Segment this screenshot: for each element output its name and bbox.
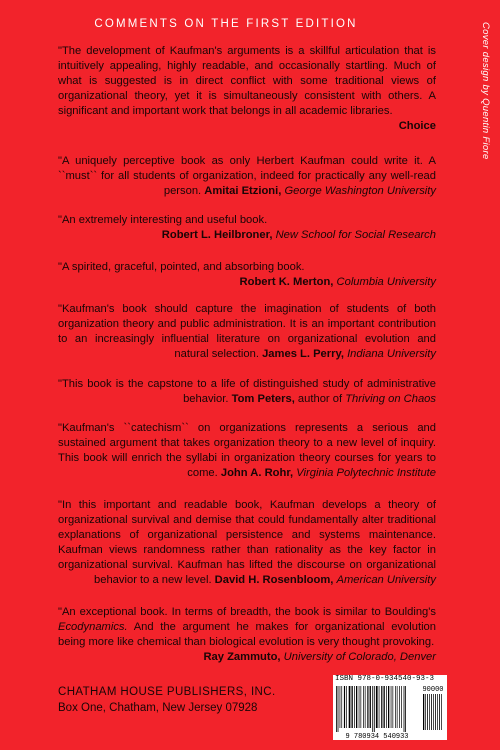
- barcode-bar: [365, 686, 366, 728]
- barcode-bar: [344, 686, 345, 728]
- quote-affiliation: Columbia University: [336, 276, 436, 288]
- barcode-bar: [386, 686, 387, 728]
- quote-block: [58, 44, 436, 134]
- quote-block: [58, 260, 436, 290]
- quote-body: "Kaufman's book should capture the imagination of students of both organization theory and public administration. It is an important contribution to an increasingly influential literature on organizational evolution and natural selection.: [58, 303, 436, 360]
- barcode-bars-addon: [423, 694, 442, 730]
- isbn-label: ISBN 978-0-934540-93-3: [333, 675, 447, 684]
- quote-text: [58, 154, 436, 199]
- quote-body: "This book is the capstone to a life of distinguished study of administrative behavior.: [58, 378, 436, 405]
- barcode-bar: [423, 694, 424, 730]
- barcode-bar: [431, 694, 432, 730]
- quote-text: [58, 377, 436, 407]
- quote-affiliation: George Washington University: [284, 185, 436, 197]
- quote-author: John A. Rohr,: [220, 467, 294, 479]
- quote-body: "In this important and readable book, Kaufman develops a theory of organizational survival and demise that could fundamentally alter traditional explanations of organizational persistence and systems maintenance. Kaufman views randomness rather than rationality as the key factor in organizational survival. Kaufman has lifted the discourse on organizational behavior to a new level.: [58, 499, 436, 586]
- barcode-bar: [341, 686, 342, 728]
- barcode-bar: [399, 686, 400, 728]
- barcode-graphic: [333, 684, 447, 740]
- quote-author: Tom Peters,: [231, 393, 295, 405]
- quote-block: [58, 377, 436, 407]
- quote-text: [58, 421, 436, 481]
- barcode-bars-main: [336, 686, 406, 732]
- quote-affiliation: New School for Social Research: [275, 229, 436, 241]
- page-heading: COMMENTS ON THE FIRST EDITION: [94, 18, 358, 30]
- barcode-bar: [395, 686, 396, 728]
- barcode-bar: [367, 686, 368, 728]
- quote-attribution: [58, 119, 436, 134]
- barcode-bar: [376, 686, 378, 728]
- barcode-bar: [429, 694, 430, 730]
- barcode-bar: [361, 686, 362, 728]
- barcode-bar: [393, 686, 394, 728]
- quote-block: [58, 213, 436, 243]
- barcode-bar: [349, 686, 351, 728]
- quote-affiliation: American University: [336, 574, 436, 586]
- quote-affiliation: Indiana University: [347, 348, 436, 360]
- quote-affiliation: University of Colorado, Denver: [283, 651, 436, 663]
- barcode-bar: [401, 686, 402, 728]
- quote-text: "The development of Kaufman's arguments is a skillful articulation that is intuitively appealing, highly readable, and occasionally startling. Much of what is suggested is in direct conflict with some traditional views of organizational theory, yet it is simultaneously consistent with others. A significant and important work that belongs in all academic libraries.: [58, 45, 436, 117]
- quote-author-prefix: author of: [297, 393, 343, 405]
- barcode-bar: [388, 686, 389, 728]
- quote-author: Amitai Etzioni,: [204, 185, 282, 197]
- quote-text: "An extremely interesting and useful book.: [58, 214, 268, 226]
- quote-block: [58, 302, 436, 362]
- barcode-bar: [359, 686, 360, 728]
- quote-text: [58, 302, 436, 362]
- barcode-bar: [338, 686, 339, 732]
- barcode-bar: [384, 686, 385, 728]
- barcode-bar: [372, 686, 373, 732]
- barcode-number: 9 780934 540933: [345, 733, 409, 740]
- quote-attribution: [58, 650, 436, 665]
- barcode-bar: [381, 686, 382, 728]
- barcode-bar: [391, 686, 392, 728]
- barcode-bar: [336, 686, 337, 732]
- barcode-bar: [425, 694, 426, 730]
- quote-author: Robert L. Heilbroner,: [161, 229, 273, 241]
- barcode-bar: [441, 694, 442, 730]
- barcode-bar: [397, 686, 398, 728]
- barcode-bar: [427, 694, 428, 730]
- quote-author: Robert K. Merton,: [239, 276, 334, 288]
- quote-block: [58, 605, 436, 665]
- quote-body-start: "An exceptional book. In terms of breadth, the book is similar to Boulding's: [58, 606, 436, 618]
- barcode-bar: [439, 694, 440, 730]
- quote-attribution: [58, 275, 436, 290]
- barcode-bar: [437, 694, 438, 730]
- publisher-block: [58, 684, 276, 716]
- barcode-bar: [379, 686, 380, 728]
- barcode-bar: [340, 686, 341, 728]
- quote-attribution: [58, 228, 436, 243]
- barcode-bar: [363, 686, 364, 728]
- quote-text: "A spirited, graceful, pointed, and absorbing book.: [58, 261, 305, 273]
- quote-text: [58, 605, 436, 650]
- barcode-bar: [374, 686, 375, 732]
- barcode-bar: [435, 694, 436, 730]
- quote-block: [58, 421, 436, 481]
- quote-block: [58, 498, 436, 588]
- book-title-ecodynamics: Ecodynamics.: [58, 621, 128, 633]
- quote-block: [58, 154, 436, 199]
- quote-author: James L. Perry,: [262, 348, 344, 360]
- barcode-bar: [433, 694, 434, 730]
- barcode-bar: [356, 686, 357, 728]
- quote-author: David H. Rosenbloom,: [214, 574, 334, 586]
- cover-design-credit: Cover design by Quentin Fiore: [480, 22, 491, 160]
- quote-author: Ray Zammuto,: [203, 651, 281, 663]
- barcode-bar: [346, 686, 347, 728]
- quote-author: Choice: [398, 120, 436, 132]
- publisher-name: CHATHAM HOUSE PUBLISHERS, INC.: [58, 686, 276, 698]
- quote-body: "Kaufman's ``catechism`` on organizations represents a serious and sustained argument that takes organization theory to a new level of inquiry. This book will enrich the syllabi in organization theory courses for years to come.: [58, 422, 436, 479]
- barcode-bar: [404, 686, 405, 732]
- quote-affiliation: Thriving on Chaos: [345, 393, 436, 405]
- barcode-bar: [370, 686, 371, 728]
- quote-body-end: And the argument he makes for organizational evolution being more like chemical than biological evolution is very thought provoking.: [58, 621, 436, 648]
- barcode-bar: [354, 686, 355, 728]
- barcode: [333, 684, 447, 740]
- barcode-bar: [405, 686, 406, 732]
- quote-body: "A uniquely perceptive book as only Herbert Kaufman could write it. A ``must`` for all students of organization, indeed for practically any well-read person.: [58, 155, 436, 197]
- barcode-price-code: 90000: [422, 686, 444, 694]
- barcode-bar: [352, 686, 353, 728]
- quote-affiliation: Virginia Polytechnic Institute: [296, 467, 436, 479]
- quote-text: [58, 498, 436, 588]
- publisher-address: Box One, Chatham, New Jersey 07928: [58, 702, 258, 714]
